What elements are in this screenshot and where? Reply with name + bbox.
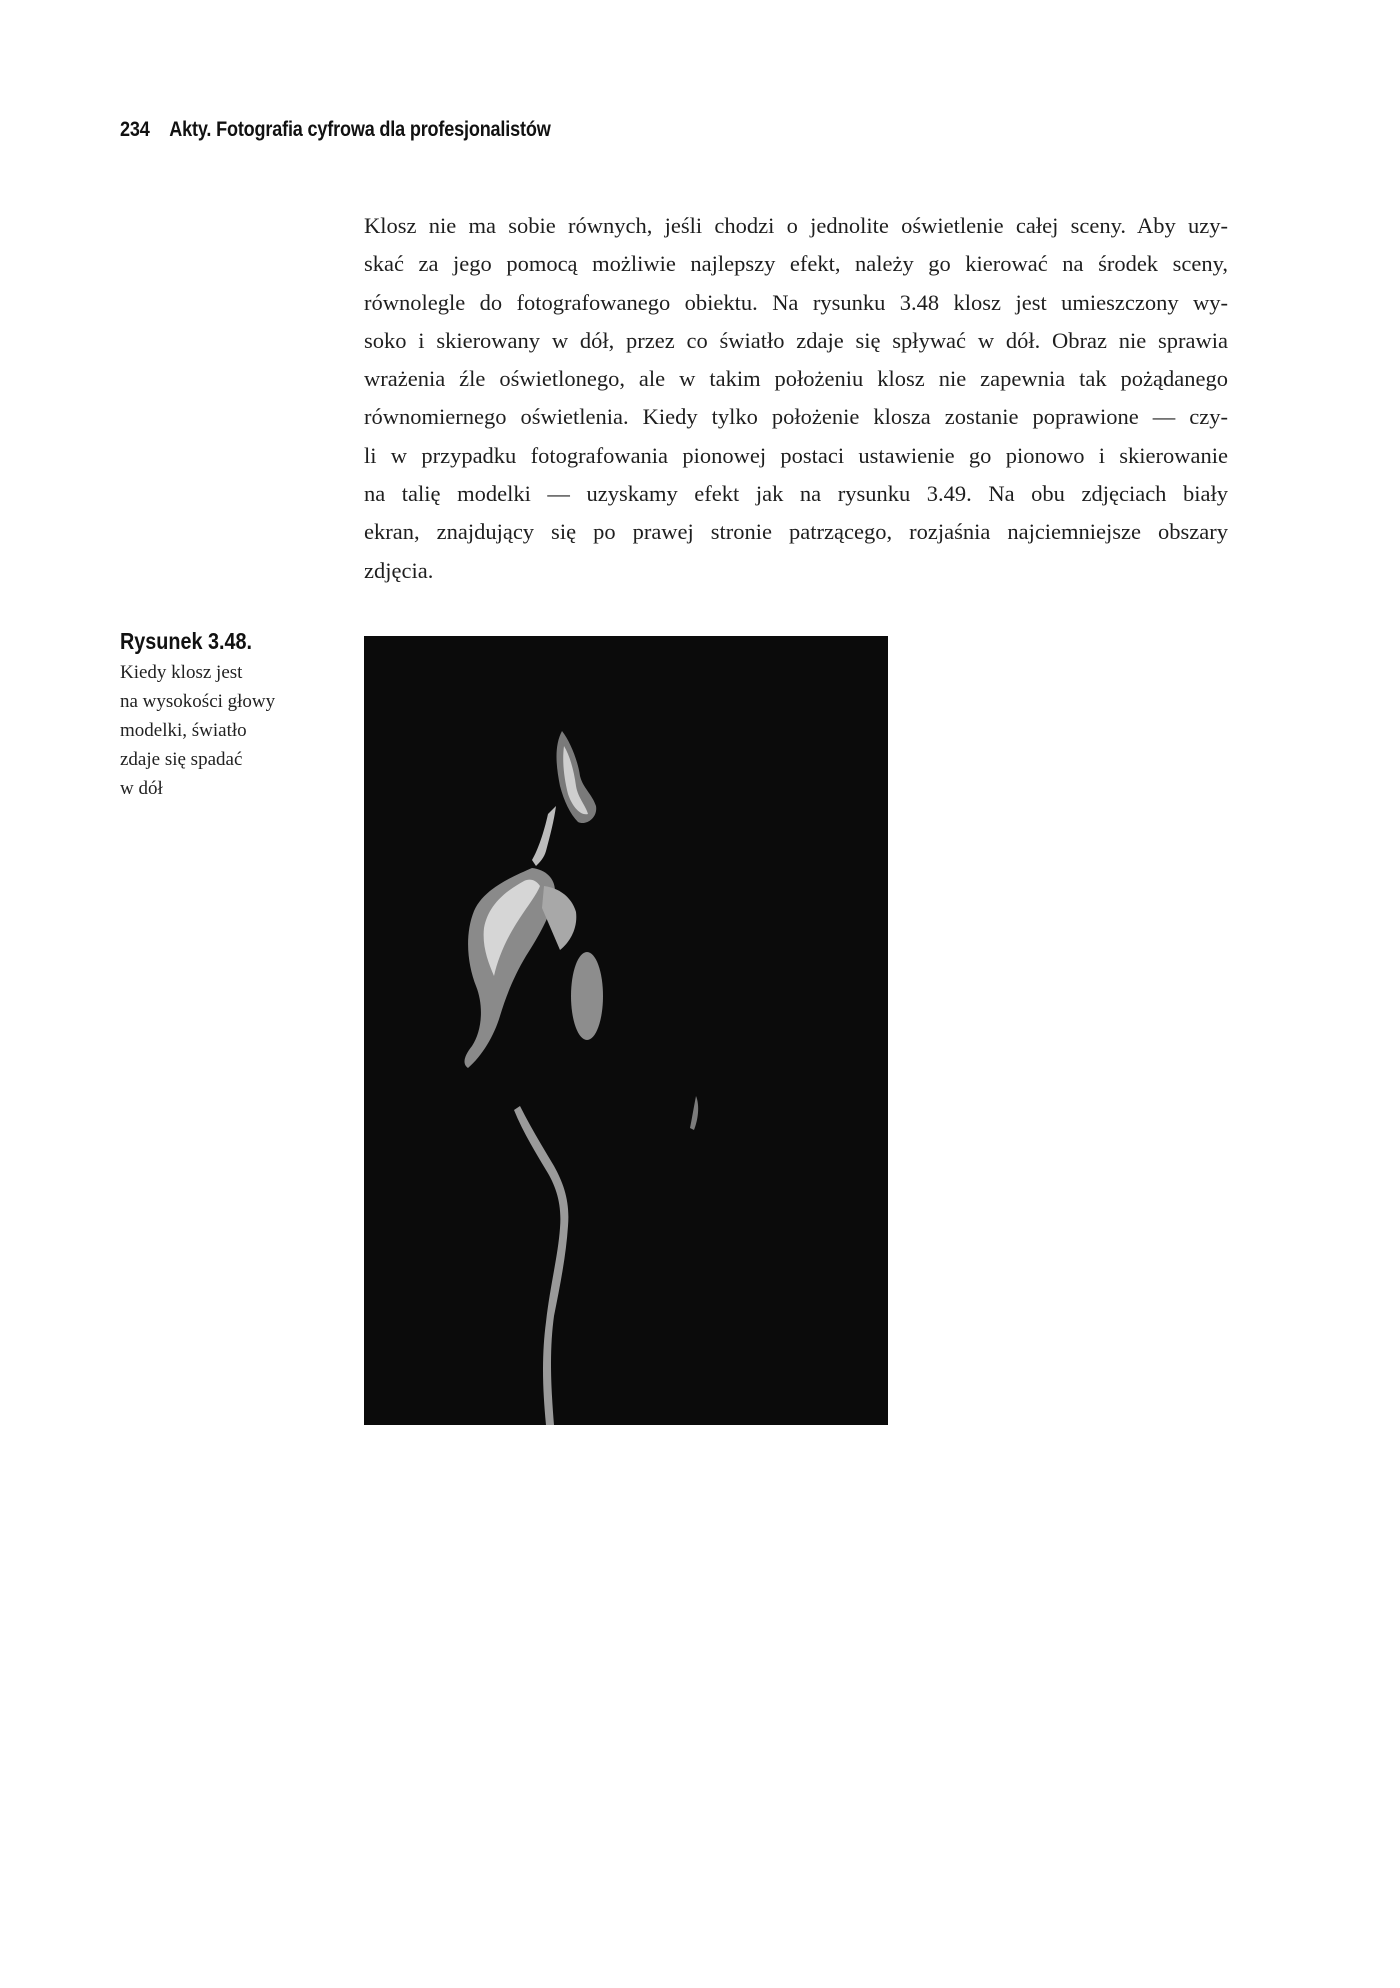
- body-line: skać za jego pomocą możliwie najlepszy efekt, należy go kierować na środek sceny,: [364, 251, 1228, 277]
- body-line: równomiernego oświetlenia. Kiedy tylko położenie klosza zostanie poprawione — czy-: [364, 404, 1228, 430]
- page-number: 234: [120, 118, 150, 141]
- photo-nude-silhouette: [364, 636, 888, 1425]
- body-line: ekran, znajdujący się po prawej stronie patrzącego, rozjaśnia najciemniejsze obszary: [364, 519, 1228, 545]
- caption-line: zdaje się spadać: [120, 749, 243, 770]
- photo-back-patch: [571, 952, 603, 1040]
- caption-line: modelki, światło: [120, 720, 247, 741]
- caption-line: Kiedy klosz jest: [120, 662, 243, 683]
- body-line: zdjęcia.: [364, 557, 434, 583]
- figure-caption: [120, 628, 330, 803]
- body-paragraph: [364, 207, 1228, 590]
- body-line: na talię modelki — uzyskamy efekt jak na rysunku 3.49. Na obu zdjęciach biały: [364, 481, 1228, 507]
- caption-line: na wysokości głowy: [120, 691, 276, 712]
- figure-label: Rysunek 3.48.: [120, 628, 252, 654]
- book-title: Akty. Fotografia cyfrowa dla profesjonalistów: [169, 118, 551, 141]
- body-line: równolegle do fotografowanego obiektu. Na rysunku 3.48 klosz jest umieszczony wy-: [364, 289, 1228, 315]
- body-line: wrażenia źle oświetlonego, ale w takim położeniu klosz nie zapewnia tak pożądanego: [364, 366, 1228, 392]
- figure-photo: [364, 636, 888, 1425]
- running-head: [120, 118, 551, 142]
- caption-line: w dół: [120, 778, 163, 799]
- body-line: li w przypadku fotografowania pionowej postaci ustawienie go pionowo i skierowanie: [364, 442, 1228, 468]
- body-line: soko i skierowany w dół, przez co światło zdaje się spływać w dół. Obraz nie sprawia: [364, 327, 1228, 353]
- figure-caption-text: [120, 658, 330, 803]
- body-line: Klosz nie ma sobie równych, jeśli chodzi o jednolite oświetlenie całej sceny. Aby uzy-: [364, 213, 1228, 238]
- photo-background: [364, 636, 888, 1425]
